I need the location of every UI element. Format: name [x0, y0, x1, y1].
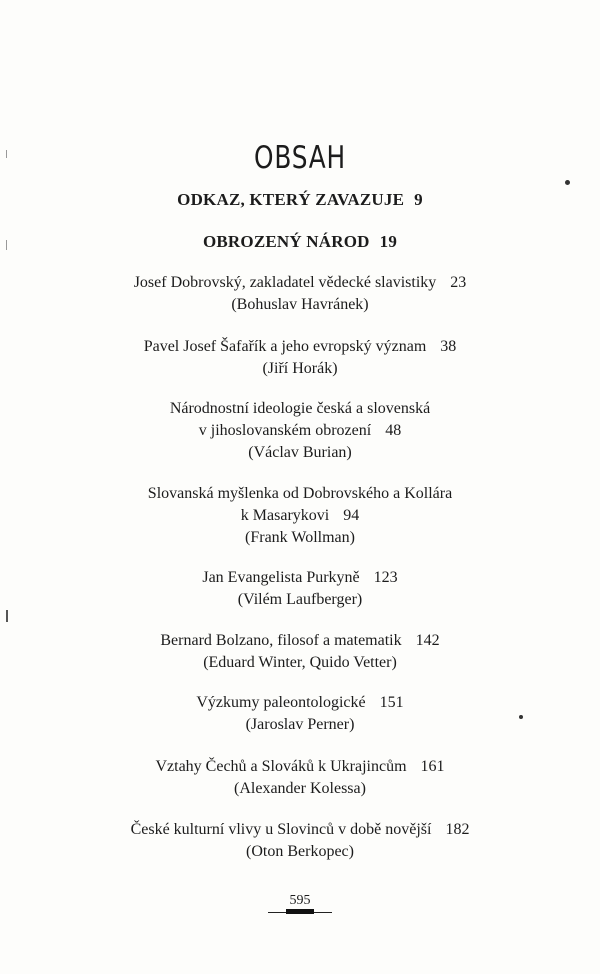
entry-page-number: 94	[343, 507, 360, 524]
entry-page-number: 142	[415, 632, 440, 649]
toc-entry	[0, 692, 600, 736]
scan-edge-mark	[6, 150, 7, 158]
toc-entry	[0, 272, 600, 316]
entry-title-continued: k Masarykovi	[240, 507, 330, 524]
entry-title: Pavel Josef Šafařík a jeho evropský význam	[143, 338, 427, 355]
section-heading	[0, 232, 600, 252]
toc-entry	[0, 756, 600, 800]
entry-author: (Eduard Winter, Quido Vetter)	[203, 654, 397, 671]
scan-edge-mark	[6, 240, 7, 250]
scan-edge-mark	[6, 610, 8, 622]
entry-title: Vztahy Čechů a Slováků k Ukrajincům	[155, 758, 407, 775]
section-label: OBROZENÝ NÁROD	[202, 232, 370, 251]
entry-title-continued: v jihoslovanském obrození	[198, 422, 372, 439]
toc-entry	[0, 819, 600, 863]
entry-author: (Bohuslav Havránek)	[231, 296, 369, 313]
entry-title: Josef Dobrovský, zakladatel vědecké slavistiky	[133, 274, 437, 291]
entry-title: Bernard Bolzano, filosof a matematik	[160, 632, 402, 649]
toc-entry	[0, 398, 600, 464]
toc-entry	[0, 336, 600, 380]
section-page-number: 19	[379, 232, 398, 251]
toc-entry	[0, 567, 600, 611]
entry-author: (Frank Wollman)	[245, 529, 355, 546]
entry-title: Národnostní ideologie česká a slovenská	[169, 400, 431, 417]
entry-author: (Jiří Horák)	[262, 360, 338, 377]
entry-page-number: 123	[373, 569, 398, 586]
entry-title: Jan Evangelista Purkyně	[202, 569, 360, 586]
section-label: ODKAZ, KTERÝ ZAVAZUJE	[177, 190, 405, 209]
toc-entry	[0, 630, 600, 674]
entry-page-number: 48	[385, 422, 402, 439]
entry-page-number: 151	[379, 694, 404, 711]
section-page-number: 9	[414, 190, 423, 209]
footer-bar	[286, 909, 314, 914]
scan-speck	[519, 715, 523, 719]
toc-entry	[0, 483, 600, 549]
entry-title: Výzkumy paleontologické	[196, 694, 366, 711]
entry-author: (Alexander Kolessa)	[234, 780, 366, 797]
entry-author: (Václav Burian)	[248, 444, 352, 461]
entry-author: (Jaroslav Perner)	[245, 716, 355, 733]
entry-page-number: 182	[445, 821, 470, 838]
page-footer	[0, 893, 600, 909]
entry-title: České kulturní vlivy u Slovinců v době novější	[130, 821, 432, 838]
entry-author: (Oton Berkopec)	[246, 843, 354, 860]
page-number: 595	[289, 893, 311, 908]
entry-author: (Vilém Laufberger)	[237, 591, 363, 608]
entry-page-number: 38	[440, 338, 457, 355]
entry-title: Slovanská myšlenka od Dobrovského a Kollára	[147, 485, 453, 502]
page-title: OBSAH	[254, 140, 346, 176]
entry-page-number: 161	[420, 758, 445, 775]
entry-page-number: 23	[450, 274, 467, 291]
scan-speck	[565, 180, 570, 185]
section-heading	[0, 190, 600, 210]
